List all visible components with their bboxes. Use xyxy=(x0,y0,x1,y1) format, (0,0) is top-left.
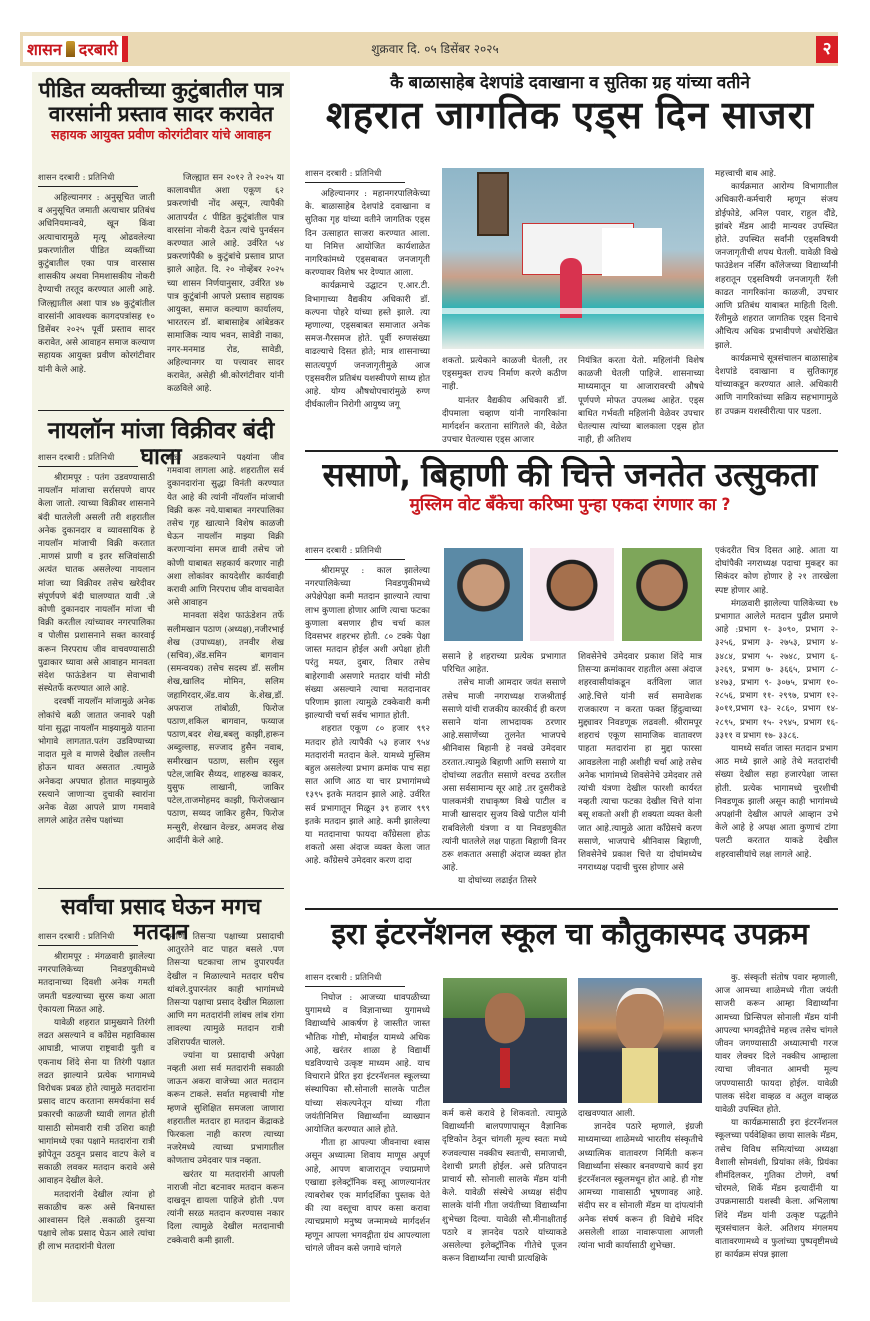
paragraph: मतदारांनी देखील त्यांना हो सकाळीच करू असे बिनधास्त आश्वासन दिले .सकाळी दुसऱ्या पक्षाचे लोक प्रसाद घेऊन आले त्यांचा ही लाभ मतदारांनी घेतला xyxy=(38,1189,155,1253)
headline: इरा इंटरनॅशनल स्कूल चा कौतुकास्पद उपक्रम xyxy=(331,917,809,952)
face xyxy=(616,988,664,1052)
article-aids-col1 xyxy=(305,168,430,412)
article-school-header xyxy=(300,918,840,953)
headline: नायलॉन मांजा विक्रीवर बंदी घाला xyxy=(47,418,275,471)
article-school-col3 xyxy=(578,1108,703,1253)
article-aids-col2 xyxy=(442,355,567,447)
byline: शासन दरबारी : प्रतिनिधी xyxy=(38,172,138,187)
paragraph: ज्यांना या प्रसादाची अपेक्षा नव्हती अशा सर्व मतदारांनी सकाळी जाऊन अकरा वाजेच्या आत मतदान करून टाकले. सर्वात महत्त्वाची गोष्ट म्हणजे सुशिक्षित समजला जाणारा शहरातील मतदार हा मतदान केंद्राकडे फिरकला नाही कारण त्याच्या नजरेमध्ये त्याच्या प्रभागातील कोणताच उमेदवार पात्र नव्हता. xyxy=(167,1050,284,1167)
headline: सर्वांचा प्रसाद घेऊन मगच मतदान xyxy=(61,895,261,946)
paragraph: पंखा अडकल्याने पक्ष्यांना जीव गमवावा लागला आहे. शहरातील सर्व दुकानदारांना सुद्धा विनंती करण्यात येत आहे की त्यांनी नॉयलॉन मांजाची विक्री करू नये.याबाबत नगरपालिका तसेच गृह खात्याने विशेष काळजी घेऊन नायलॉन माझ्या विक्री करणाऱ्यांना समज द्यावी तसेच जो कोणी याबाबत सहकार्य करणार नाही अशा लोकांवर कायदेशीर कार्यवाही करावी आणि निरपराध जीव वाचवावेत असे आवाहन xyxy=(167,453,284,609)
paragraph: श्रीरामपूर : काल झालेल्या नगरपालिकेच्या निवडणुकीमध्ये अपेक्षेपेक्षा कमी मतदान झाल्याने त्याचा लाभ कुणाला होणार आणि त्याचा फटका कुणाला बसणार हीच चर्चा काल दिवसभर शहरभर होती. ८० टक्के पेक्षा जास्त मतदान होईल अशी अपेक्षा होती परंतु मयत, दुबार, तिबार तसेच बाहेरगावी असणारे मतदार यांची मोठी संख्या असल्याने त्याचा मतदानावर परिणाम झाला त्यामुळे टक्केवारी कमी झाल्याची चर्चा सर्वच भागात होती. xyxy=(305,566,430,722)
candidate-photo-sasane xyxy=(444,548,523,641)
subheadline: मुस्लिम वोट बँकेचा करिष्मा पुन्हा एकदा रंगणार का ? xyxy=(409,494,731,515)
divider xyxy=(305,450,838,452)
paragraph: या दोघांच्या लढाईत तिसरे xyxy=(458,876,537,887)
logo-text-right: दरबारी xyxy=(78,40,118,59)
byline: शासन दरबारी : प्रतिनिधी xyxy=(305,545,405,560)
article-heirs-proposal xyxy=(32,78,290,143)
paragraph: कु. संस्कृती संतोष पवार म्हणाली, आज आमच्या शाळेमध्ये गीता जयंती साजरी करून आम्हा विद्यार्थ्यांना आमच्या प्रिन्सिपल सोनाली मॅडम यांनी आपल्या भगवद्गीतेचे महत्त्व तसेच चांगले जीवन जगण्यासाठी अध्यात्माची गरज यावर लेक्चर दिले नक्कीच आम्हाला त्याचा जीवनात आमची मूल्य जपण्यासाठी फायदा होईल. यावेळी पालक संदेश वाव्हळ व अतुल वाव्हळ यावेळी उपस्थित होते. xyxy=(715,973,838,1116)
paragraph: यामध्ये सर्वात जास्त मतदान प्रभाग आठ मध्ये झाले आहे तेथे मतदारांची संख्या देखील सहा हजारपेक्षा जास्त होती. प्रत्येक भागामध्ये चुरशीची निवडणूक झाली असून काही भागांमध्ये अपक्षांनी देखील आपले आव्हान उभे केले आहे हे अपक्ष आता कुणाचं टांगा पलटी करतात याकडे देखील शहरवासीयांचे लक्ष लागले आहे. xyxy=(715,744,838,860)
page-number: २ xyxy=(816,36,838,63)
article-aids-col4 xyxy=(715,168,838,419)
byline: शासन दरबारी : प्रतिनिधी xyxy=(38,452,138,467)
paragraph: श्रीरामपूर : पतंग उडवण्यासाठी नायलॉन मांजाचा सर्रासपणे वापर केला जातो. त्याच्या विक्रीवर शासनाने बंदी घातलेली असली तरी शहरातील अनेक दुकानदार व व्यावसायिक हे नायलॉन मांजाची विक्री करतात .माणसं प्राणी व इतर सजिवांसाठी अत्यंत घातक असलेल्या नायलान मांजा च्या विक्रीवर तसेच खरेदीवर संपूर्णपणे बंदी घालण्यात यावी .जे कोणी दुकानदार नायलॉन मांजा ची विक्री करतील त्यांच्यावर नगरपालिका व पोलीस प्रशासनाने सक्त कारवाई करून निरपराध जीव वाचवण्यासाठी पुढाकार घ्यावा असे आवाहन मानवता संदेश फाऊंडेशन या सेवाभावी संस्थेतर्फे करण्यात आले आहे. xyxy=(38,473,155,695)
headline-line2: वारसांनी प्रस्ताव सादर करावेत xyxy=(48,102,274,127)
paragraph: गीता हा आपल्या जीवनाचा श्वास असून अध्यात्मा शिवाय माणूस अपूर्ण आहे, आपण बाजारातून ज्याप्रमाणे एखाद्या इलेक्ट्रॉनिक वस्तू आणल्यानंतर त्याबरोबर एक मार्गदर्शिका पुस्तक येते की त्या वस्तूचा वापर कसा करावा त्याचप्रमाणे मनुष्य जन्मामध्ये मार्गदर्शन म्हणून आपला भगवद्गीता ग्रंथ आपल्याला चांगले जीवन कसे जगावे चांगले xyxy=(305,1138,430,1254)
article-school-col1 xyxy=(305,972,430,1256)
paragraph: यानंतर वैद्यकीय अधिकारी डॉ. दीपमाला चव्हाण यांनी नागरिकांना मार्गदर्शन करताना सांगितले की, वेळेत उपचार घेतल्यास एड्स आजार xyxy=(442,395,567,446)
article-prasad-body xyxy=(38,931,284,1255)
article-election-col1 xyxy=(305,545,430,869)
article-nylon-body xyxy=(38,452,284,848)
portrait-frame xyxy=(477,172,509,236)
paragraph: जिल्ह्यात सन २०१२ ते २०२५ या कालावधीत अशा एकूण ६२ प्रकरणांची नोंद असून, त्यापैकी आतापर्यंत ८ पीडित कुटुंबांतील पात्र वारसांना नोकरी देऊन त्यांचे पुनर्वसन करण्यात आले आहे. उर्वरित ५४ प्रकरणांपैकी ७ कुटुंबांचे प्रस्ताव प्राप्त झाले आहेत. दि. २० नोव्हेंबर २०२५ च्या शासन निर्णयानुसार, उर्वरित ४७ पात्र कुटुंबांनी आपले प्रस्ताव सहायक आयुक्त, समाज कल्याण कार्यालय, भारतरत्न डॉ. बाबासाहेब आंबेडकर सामाजिक न्याय भवन, सावेडी नाका, नगर-मनमाड रोड, सावेडी, अहिल्यानगर या पत्त्यावर सादर करावेत, असेही श्री.कोरगंटीवार यांनी कळविले आहे. xyxy=(167,173,284,395)
paragraph: तसेच माजी आमदार जयंत ससाणे तसेच माजी नगराध्यक्ष राजश्रीताई ससाणे यांची राजकीय कारकीर्द ही करण ससाने यांना लाभदायक ठरणार आहे.ससाणेंच्या तुलनेत भाजपचे श्रीनिवास बिहानी हे नवखे उमेदवार ठरतात.त्यामुळे बिहाणी आणि ससाणे या दोघांच्या लढतीत ससाणे वरचढ ठरतील असा सर्वसामान्य सूर आहे .तर दुसरीकडे पालकमंत्री राधाकृष्ण विखे पाटील व माजी खासदार सुजय विखे पाटील यांनी राबविलेली यंत्रणा व या निवडणुकीत त्यांनी घातलेले लक्ष पाहता बिहाणी विनर ठरू शकतात असाही अंदाज व्यक्त होत आहे. xyxy=(442,678,566,874)
paragraph: श्रीरामपूर : मंगळवारी झालेल्या नगरपालिकेच्या निवडणुकीमध्ये मतदानाच्या दिवशी अनेक गमती जमती घडल्याच्या सुरस कथा आता ऐकायला मिळत आहे. xyxy=(38,952,155,1015)
candidate-photo-bihani xyxy=(530,548,614,641)
shirt xyxy=(622,1048,658,1103)
divider xyxy=(38,410,284,411)
principal-photo xyxy=(443,978,567,1103)
divider xyxy=(38,888,284,889)
headline-line1: पीडित व्यक्तीच्या कुटुंबातील पात्र xyxy=(38,78,284,102)
article-heirs-body xyxy=(38,172,284,396)
paragraph: ज्ञानदेव पठारे म्हणाले, इंग्रजी माध्यमाच्या शाळेमध्ये भारतीय संस्कृतीचे अध्यात्मिक वातावरण निर्मिती करून विद्यार्थ्यांना संस्कार बनवण्याचे कार्य इरा इंटरनॅशनल स्कूलमधून होत आहे. ही गोष्ट आमच्या गावासाठी भूषणावह आहे. संदीप सर व सोनाली मॅडम या दांपत्यांनी अनेक संघर्ष करून ही विद्येचे मंदिर असलेली शाळा नावारूपाला आणली त्यांना भावी कार्यासाठी शुभेच्छा. xyxy=(578,1122,703,1252)
byline: शासन दरबारी : प्रतिनिधी xyxy=(305,972,405,987)
headline: शहरात जागतिक एड्स दिन साजरा xyxy=(325,92,814,137)
paragraph: मंगळवारी झालेल्या पालिकेच्या १७ प्रभागात आलेले मतदान पुढील प्रमाणे आहे :प्रभाग १- ३०९०, प्रभाग २- ३२५६, प्रभाग ३- २७५३, प्रभाग ४- ३४८४, प्रभाग ५- २७४८, प्रभाग ६- ३२६९, प्रभाग ७- ३६६५, प्रभाग ८- ४२७३, प्रभाग ९- ३०७५, प्रभाग १०- २८५६, प्रभाग ११- २९९७, प्रभाग १२- ३०११,प्रभाग १३- २८६०, प्रभाग १४- २८९५, प्रभाग १५- २९४५, प्रभाग १६- ३३११ व प्रभाग १७- ३३८६. xyxy=(715,598,838,741)
paragraph: नियंत्रित करता येतो. महिलांनी विशेष काळजी घेतली पाहिजे. शासनाच्या माध्यमातून या आजारावरची औषधे पूर्णपणे मोफत उपलब्ध आहेत. एड्स बाधित गर्भवती महिलांनी वेळेवर उपचार घेतल्यास त्यांच्या बालकाला एड्स होत नाही, ही अतिशय xyxy=(578,356,704,446)
paragraph: यावेळी शहरात प्रामुख्याने तिरंगी लढत असल्याने व कॉंग्रेस महाविकास आघाडी, भाजपा राष्ट्रवादी युती व एकनाथ शिंदे सेना या तिरंगी पक्षात लढत झाल्याने प्रत्येक भागामध्ये विरोधक प्रबळ होते त्यामुळे मतदारांना प्रसाद वाटप करताना समर्थकांना सर्व प्रकारची काळजी घ्यावी लागत होती यासाठी सोमवारी रात्री उशिरा काही भागांमध्ये एका पक्षाने मतदारांना रात्री झोपेतून उठवून प्रसाद वाटप केले व सकाळी लवकर मतदान करावे असे आवाहन देखील केले. xyxy=(38,1018,155,1187)
event-photo xyxy=(442,168,704,349)
byline: शासन दरबारी : प्रतिनिधी xyxy=(305,168,405,183)
issue-date: शुक्रवार दि. ०५ डिसेंबर २०२५ xyxy=(371,42,499,56)
headline: ससाणे, बिहाणी की चित्ते जनतेत उत्सुकता xyxy=(322,455,818,494)
divider xyxy=(305,908,838,910)
paragraph: दरवर्षी नायलॉन मांजामुळे अनेक लोकांचे बळी जातात जनावरे पक्षी यांना सुद्धा नायलॉन माझ्यामुळे यातना भोगावे लागतात.पतंग उडविण्याच्या नादात मुले व माणसे देखील तल्लीन होऊन धावत असतात .त्यामुळे अनेकदा अपघात होतात माझ्यामुळे रस्त्याने जाणाऱ्या दुचाकी स्वारांना अनेक वेळा आपले प्राण गमवावे लागले आहेत तसेच पक्षांच्या xyxy=(38,697,155,827)
article-election-col2 xyxy=(442,651,566,889)
paragraph: मानवता संदेश फाऊंडेशन तर्फे सलीमखान पठाण (अध्यक्ष),नजीरभाई शेख (उपाध्यक्ष), तनवीर शेख (सचिव),ॲड.समिन बागवान (समन्वयक) तसेच सदस्य डॉ. सलीम शेख,खालिद मोमिन, सलिम जहागिरदार,ॲड.वाय के.शेख,डॉ. अफराज तांबोळी, फिरोज पठाण,शकिल बागवान, फय्याज पठाण,बदर शेख,बबलु काझी,हारून अब्दुल्लाह, सज्जाद हुसैन नवाब, समीरखान पठाण, सलीम रसुल पटेल,जाबिर सैय्यद, शाहरुख काकर, युसुफ लाखानी, जाकिर पटेल,ताजमोहमद काझी, फिरोजखान पठाण, सय्यद जाकिर हुसैन, फिरोज मन्सुरी, शेरखान वेल्डर, अमजद शेख आदींनी केले आहे. xyxy=(167,611,284,846)
article-aids-day-header xyxy=(300,74,840,137)
paragraph: आणि तिसऱ्या पक्षाच्या प्रसादाची आतुरतेने वाट पाहत बसले .पण तिसऱ्या घटकाचा लाभ दुपारपर्यंत देखील न मिळाल्याने मतदार घरीच थांबले.दुपारनंतर काही भागांमध्ये तिसऱ्या पक्षाचा प्रसाद देखील मिळाला आणि मग मतदारांनी लांबच लांब रांगा लावल्या त्यामुळे मतदान रात्री उशिरापर्यंत चालले. xyxy=(167,932,284,1048)
byline: शासन दरबारी : प्रतिनिधी xyxy=(38,931,138,946)
article-election-header xyxy=(300,456,840,515)
article-school-col2 xyxy=(442,1108,567,1266)
candidate-photo-chitte xyxy=(622,548,702,641)
face xyxy=(485,993,525,1043)
paragraph: कर्म कसे करावे हे शिकवतो. त्यामुळे विद्यार्थ्यांनी बालपणापासून वैज्ञानिक दृष्टिकोन ठेवून चांगली मूल्य स्वतः मध्ये रुजवल्यास नक्कीच स्वतःची, समाजाची, देशाची प्रगती होईल. असे प्रतिपादन प्राचार्य सौ. सोनाली सालके मॅडम यांनी केले. यावेळी संस्थेचे अध्यक्ष संदीप सालके यांनी गीता जयंतीच्या विद्यार्थ्यांना शुभेच्छा दिल्या. यावेळी सौ.मीनाक्षीताई पठारे व ज्ञानदेव पठारे यांच्याकडे असलेल्या इलेक्ट्रॉनिक गीतेचे पूजन करून विद्यार्थ्यांना त्याची प्रात्यक्षिके xyxy=(442,1109,567,1265)
article-election-col4 xyxy=(715,545,838,862)
paragraph: ससाने हे शहराच्या प्रत्येक प्रभागात परिचित आहेत. xyxy=(442,652,566,676)
paragraph: शकतो. प्रत्येकाने काळजी घेतली, तर एड्समुक्त राज्य निर्माण करणे कठीण नाही. xyxy=(442,356,567,393)
poster xyxy=(602,228,662,276)
paragraph: अहिल्यानगर : महानगरपालिकेच्या के. बाळासाहेब देशपांडे दवाखाना व सुतिका गृह यांच्या वतीने जागतिक एड्स दिन उत्साहात साजरा करण्यात आला. या निमित्त आयोजित कार्यशाळेत नागरिकांमध्ये एड्सबाबत जनजागृती करण्यावर विशेष भर देण्यात आला. xyxy=(305,189,430,279)
paragraph: कार्यक्रमाचे उद्घाटन ए.आर.टी. विभागाच्या वैद्यकीय अधिकारी डॉ. कल्पना पोहरे यांच्या हस्ते झाले. त्या म्हणाल्या, एड्सबाबत समाजात अनेक समज-गैरसमज होते. पूर्वी रुग्णसंख्या वाढल्याचे दिसत होते; मात्र शासनाच्या सातत्यपूर्ण जनजागृतीमुळे आज एड्सवरील प्रतिबंध यशस्वीपणे साध्य होत आहे. योग्य औषधोपचारांमुळे रुग्ण दीर्घकालीन निरोगी आयुष्य जगू xyxy=(305,281,430,411)
tie xyxy=(500,1048,510,1088)
paragraph: खरंतर या मतदारांनी आपली नाराजी नोटा बटनावर मतदान करून दाखवून द्यायला पाहिजे होती .पण त्यांनी सरळ मतदान करण्यास नकार दिला त्यामुळे देखील मतदानाची टक्केवारी कमी झाली. xyxy=(167,1169,284,1246)
paragraph: अहिल्यानगर : अनुसूचित जाती व अनुसूचित जमाती अत्याचार प्रतिबंध अधिनियमान्वये, खून किंवा अत्याचारामुळे मृत्यू ओढवलेल्या प्रकरणांतील पीडित व्यक्तींच्या कुटुंबातील एका पात्र वारसास शासकीय अथवा निमशासकीय नोकरी देण्याची तरतूद करण्यात आली आहे. जिल्ह्यातील अशा पात्र ४७ कुटुंबांतील वारसांनी आवश्यक कागदपत्रांसह १० डिसेंबर २०२५ पूर्वी प्रस्ताव सादर करावेत, असे आवाहन समाज कल्याण सहायक आयुक्त प्रवीण कोरगंटीवार यांनी केले आहे. xyxy=(38,193,155,375)
article-school-col4 xyxy=(715,972,838,1262)
paragraph: महत्त्वाची बाब आहे. xyxy=(715,169,777,179)
logo-text-left: शासन xyxy=(27,40,62,59)
paragraph: निघोज : आजच्या धावपळीच्या युगामध्ये व विज्ञानाच्या युगामध्ये विद्यार्थ्यांचे आकर्षण हे जास्तीत जास्त भौतिक गोष्टी, मोबाईल यामध्ये अधिक आहे, खरंतर शाळा हे विद्यार्थी घडविण्याचे उत्कृष्ट माध्यम आहे. याच विचाराने प्रेरित इरा इंटरनॅशनल स्कूलच्या संस्थापिका सौ.सोनाली सालके पाटील यांच्या संकल्पनेतून यांच्या गीता जयंतीनिमित्त विद्यार्थ्यांना व्याख्यान आयोजित करण्यात आले होते. xyxy=(305,993,430,1136)
paragraph: या कार्यक्रमासाठी इरा इंटरनॅशनल स्कूलच्या पर्यवेक्षिका छाया सालके मॅडम, तसेच विविध समित्यांच्या अध्यक्षा वैशाली सोमवंशी, प्रियांका लंके, प्रियंका शीमंदिलकर, गुतिका टोणगे, वर्षा चोरमले, शिर्के मॅडम इत्यादींनी या उपक्रमासाठी यशस्वी केला. अभिलाषा शिंदे मॅडम यांनी उत्कृष्ट पद्धतीने सूत्रसंचालन केले. अतिशय मंगलमय वातावरणामध्ये व फुलांच्या पुष्पवृष्टीमध्ये हा कार्यक्रम संपन्न झाला xyxy=(715,1118,838,1261)
paragraph: शिवसेनेचे उमेदवार प्रकाश शिंदे मात्र तिसऱ्या क्रमांकावर राहतील असा अंदाज शहरवासीयांकडून वर्तविला जात आहे.चित्ते यांनी सर्व समावेशक राजकारण न करता फक्त हिंदुत्वाच्या मुद्द्यावर निवडणूक लढवली. श्रीरामपूर शहराचं एकूण सामाजिक वातावरण पाहता मतदारांना हा मुद्दा फारसा आवडलेला नाही अशीही चर्चा आहे तसेच अनेक भागांमध्ये शिवसेनेचे उमेदवार तसे त्यांची यंत्रणा देखील फारशी कार्यरत नव्हती त्याचा फटका देखील चित्ते यांना बसू शकतो अशी ही शक्यता व्यक्त केली जात आहे.त्यामुळे आता कॉंग्रेसचे करण ससाणे, भाजपाचे श्रीनिवास बिहाणी, शिवसेनेचे प्रकाश चित्ते या दोघांमध्येच नगराध्यक्ष पदाची चुरस होणार असे xyxy=(578,652,702,874)
article-aids-col3 xyxy=(578,355,704,447)
paragraph: दाखवण्यात आली. xyxy=(578,1109,636,1119)
paragraph: कार्यक्रमाचे सूत्रसंचालन बाळासाहेब देशपांडे दवाखाना व सुतिकागृह यांच्याकडून करण्यात आले. अधिकारी आणि नागरिकांच्या सक्रिय सहभागामुळे हा उपक्रम यशस्वीरीत्या पार पडला. xyxy=(715,353,838,417)
paragraph: शहरात एकूण ८० हजार ९९२ मतदार होते त्यापैकी ५३ हजार ९५४ मतदारांनी मतदान केले. यामध्ये मुस्लिम बहुल असलेल्या प्रभाग क्रमांक पाच सहा सात आणि आठ या चार प्रभागांमध्ये १३९५ इतके मतदान झाले आहे. उर्वरित सर्व प्रभागातून मिळून ३९ हजार ९९९ इतके मतदान झाले आहे. कमी झालेल्या या मतदानाचा फायदा कॉंग्रेसला होऊ शकतो असा अंदाज व्यक्त केला जात आहे. कॉंग्रेसचे उमेदवार करण दादा xyxy=(305,724,430,867)
table-stripe xyxy=(442,308,704,314)
paragraph: कार्यक्रमात आरोग्य विभागातील अधिकारी-कर्मचारी म्हणून संजय डोईफोडे, अनिल पवार, राहुल दौंडे, झांबरे मॅडम आदी मान्यवर उपस्थित होते. उपस्थित सर्वांनी एड्सविषयी जनजागृतीची शपथ घेतली. यावेळी विखे फाउंडेशन नर्सिंग कॉलेजच्या विद्यार्थ्यांनी शहरातून एड्सविषयी जनजागृती रॅली काढत नागरिकांना काळजी, उपचार आणि प्रतिबंध याबाबत माहिती दिली. रॅलीमुळे शहरात जागतिक एड्स दिनाचे औचित्य अधिक प्रभावीपणे अधोरेखित झाले. xyxy=(715,182,838,351)
kicker: कै बाळासाहेब देशपांडे दवाखाना व सुतिका ग्रह यांच्या वतीने xyxy=(390,73,750,93)
subheadline: सहायक आयुक्त प्रवीण कोरगंटीवार यांचे आवाहन xyxy=(51,127,271,143)
paragraph: एकंदरीत चित्र दिसत आहे. आता या दोघांपैकी नगराध्यक्ष पदाचा मुकद्दर का सिकंदर कोण होणार हे २१ तारखेला स्पष्ट होणार आहे. xyxy=(715,546,838,596)
article-election-col3 xyxy=(578,651,702,875)
student-photo xyxy=(578,978,702,1103)
